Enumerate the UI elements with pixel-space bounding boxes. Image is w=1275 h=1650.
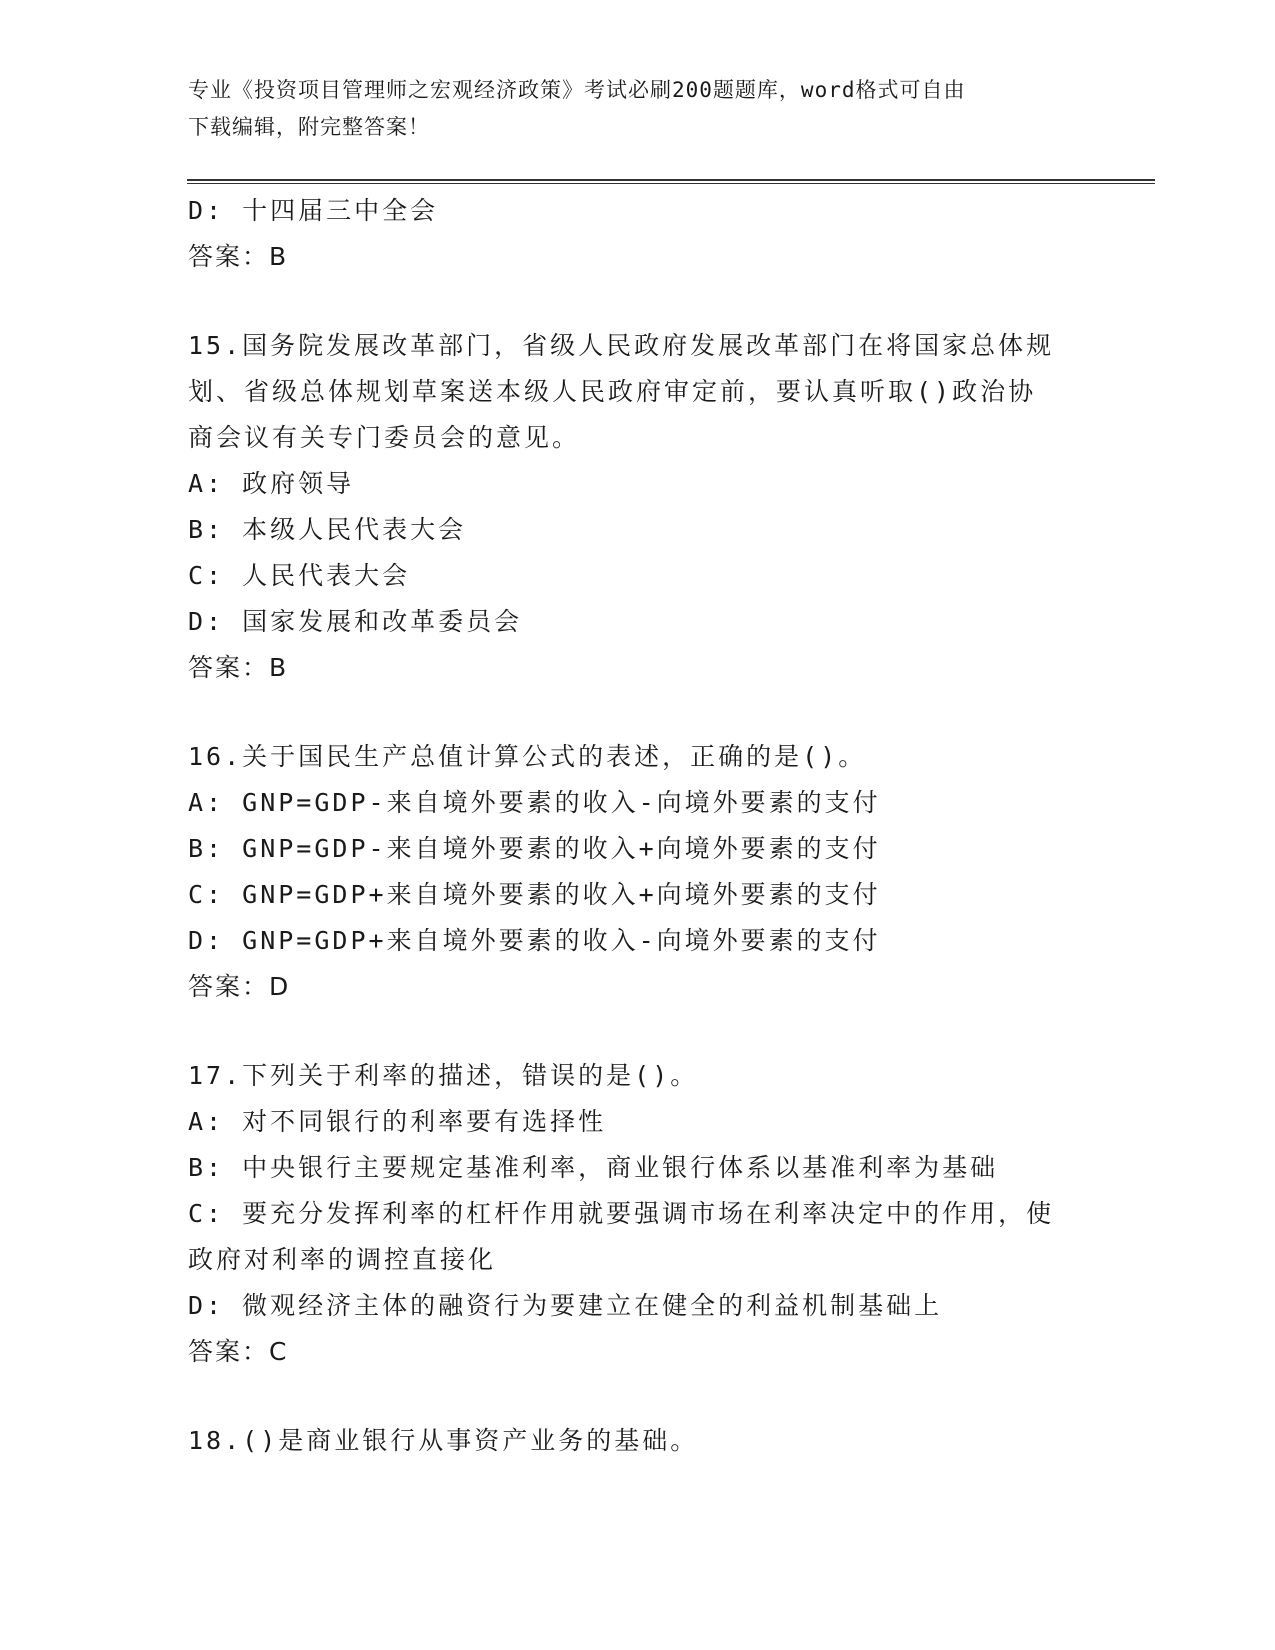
q16-option-c: C: GNP=GDP+来自境外要素的收入+向境外要素的支付 [188,880,881,909]
header-line-2: 下载编辑，附完整答案！ [188,115,430,139]
header-line-1: 专业《投资项目管理师之宏观经济政策》考试必刷200题题库，word格式可自由 [188,78,966,102]
q15-option-d: D: 国家发展和改革委员会 [188,607,523,636]
q17-option-c-line-1: C: 要充分发挥利率的杠杆作用就要强调市场在利率决定中的作用，使 [188,1199,1055,1228]
header-divider [187,179,1155,181]
q15-option-b: B: 本级人民代表大会 [188,515,467,544]
q18-stem: 18.()是商业银行从事资产业务的基础。 [188,1426,699,1455]
q15-option-c: C: 人民代表大会 [188,561,411,590]
q15-stem-line-1: 15.国务院发展改革部门，省级人民政府发展改革部门在将国家总体规 [188,331,1055,360]
q17-option-b: B: 中央银行主要规定基准利率，商业银行体系以基准利率为基础 [188,1153,999,1182]
q15-answer: 答案：B [188,653,289,682]
document-header [188,72,1068,146]
q16-option-b: B: GNP=GDP-来自境外要素的收入+向境外要素的支付 [188,834,881,863]
q17-option-a: A: 对不同银行的利率要有选择性 [188,1107,607,1136]
q15-stem-line-3: 商会议有关专门委员会的意见。 [188,423,581,452]
q14-option-d: D: 十四届三中全会 [188,196,439,225]
q17-stem: 17.下列关于利率的描述，错误的是()。 [188,1061,699,1090]
q17-option-d: D: 微观经济主体的融资行为要建立在健全的利益机制基础上 [188,1291,943,1320]
q16-answer: 答案：D [188,972,291,1001]
q15-stem-line-2: 划、省级总体规划草案送本级人民政府审定前，要认真听取()政治协 [188,377,1037,406]
q16-option-d: D: GNP=GDP+来自境外要素的收入-向境外要素的支付 [188,926,881,955]
q14-answer: 答案：B [188,242,289,271]
header-divider-thin [187,183,1155,184]
q15-option-a: A: 政府领导 [188,469,355,498]
q16-stem: 16.关于国民生产总值计算公式的表述，正确的是()。 [188,742,867,771]
q16-option-a: A: GNP=GDP-来自境外要素的收入-向境外要素的支付 [188,788,881,817]
q17-answer: 答案：C [188,1337,289,1366]
q17-option-c-line-2: 政府对利率的调控直接化 [188,1245,497,1274]
question-list [188,188,1088,1464]
